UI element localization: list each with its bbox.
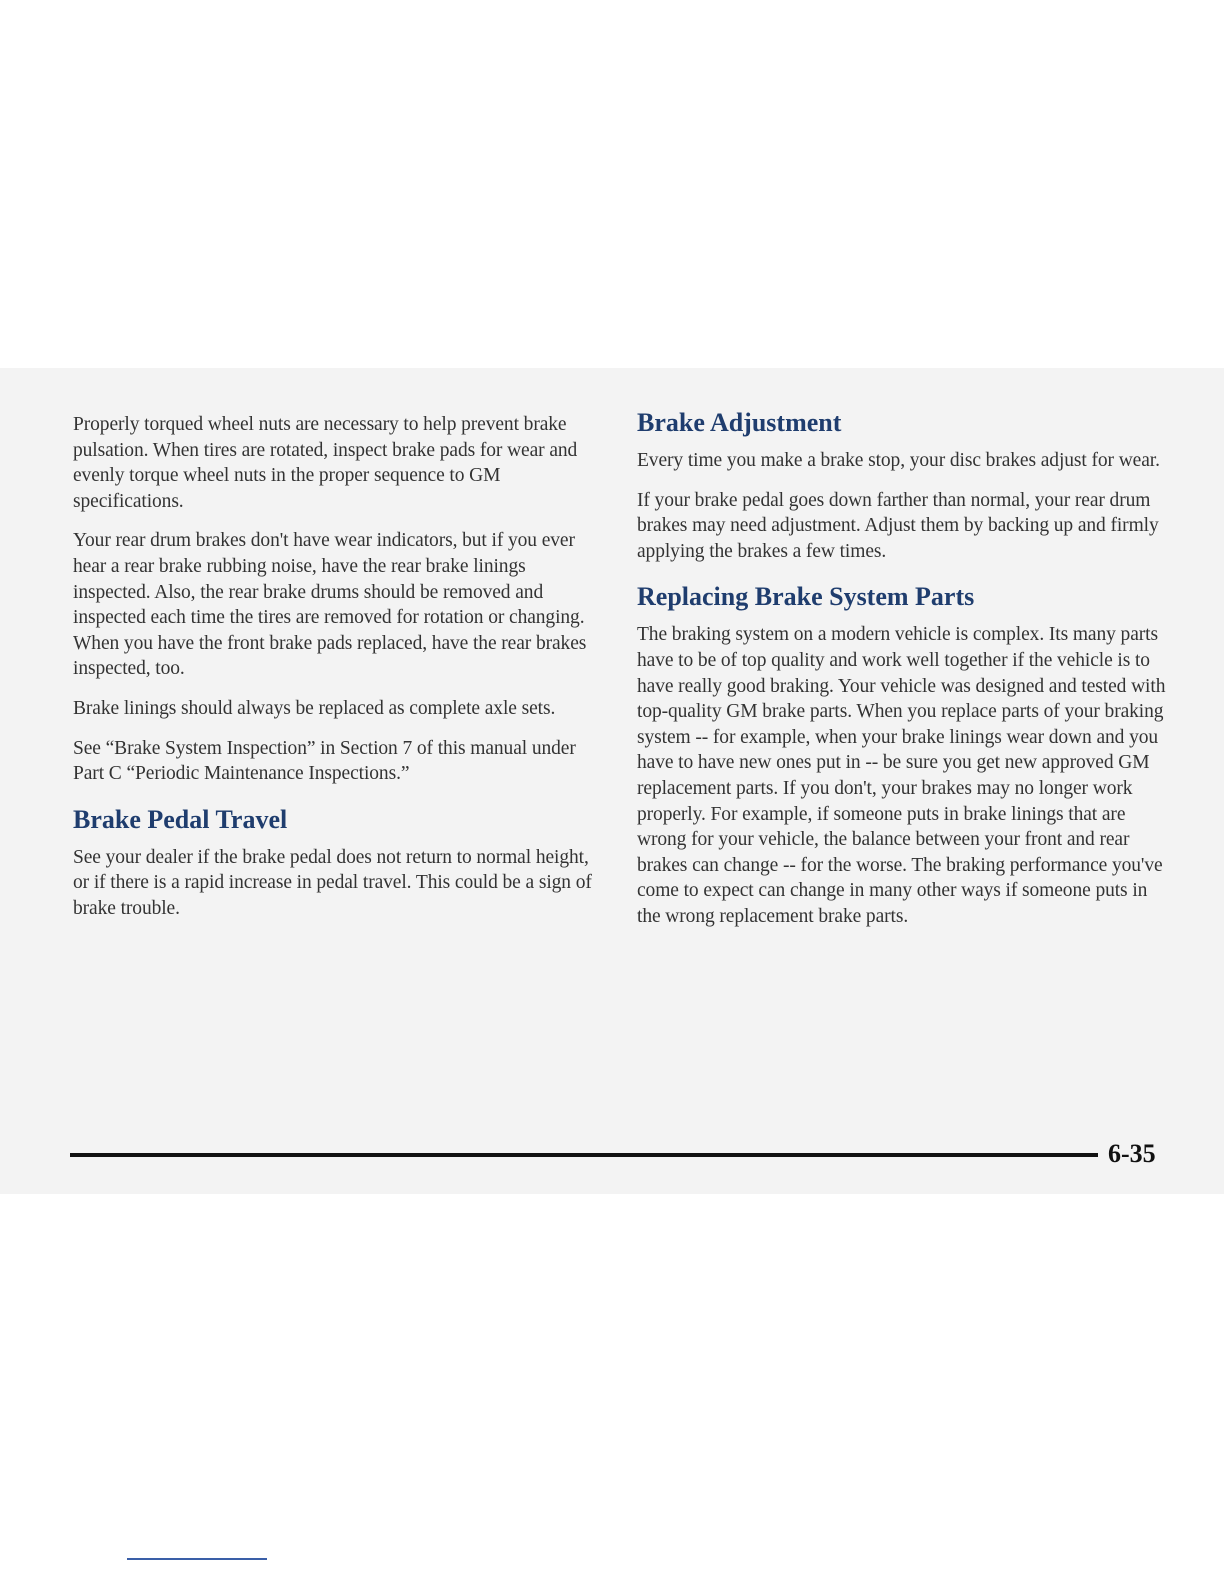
heading-brake-adjustment: Brake Adjustment [637,408,842,437]
bottom-divider [127,1558,267,1560]
paragraph-inspection-reference: See “Brake System Inspection” in Section 7 of this manual under Part C “Periodic Maintenance Inspections.” [73,737,576,785]
right-column [637,408,1172,944]
page-number: 6-35 [1108,1139,1156,1168]
heading-brake-pedal-travel: Brake Pedal Travel [73,804,288,834]
paragraph-wheel-nuts: Properly torqued wheel nuts are necessary to help prevent brake pulsation. When tires are rotated, inspect brake pads for wear and evenly torque wheel nuts in the proper sequence to GM specifications. [73,414,578,512]
footer-rule [70,1153,1098,1157]
paragraph-disc-brakes-adjust: Every time you make a brake stop, your disc brakes adjust for wear. [637,450,1160,471]
paragraph-drum-brakes-adjust: If your brake pedal goes down farther than normal, your rear drum brakes may need adjustment. Adjust them by backing up and firmly applying the brakes a few times. [637,489,1159,562]
left-column [73,412,603,936]
heading-replacing-brake-parts: Replacing Brake System Parts [637,582,975,612]
paragraph-replacing-brake-parts: The braking system on a modern vehicle is complex. Its many parts have to be of top quality and work well together if the vehicle is to have really good braking. Your vehicle was designed and tested with top-quality GM brake parts. When you replace parts of your braking system -- for example, when your brake linings wear down and you have to have new ones put in -- be sure you get new approved GM replacement parts. If you don't, your brakes may no longer work properly. For example, if someone puts in brake linings that are wrong for your vehicle, the balance between your front and rear brakes can change -- for the worse. The braking performance you've come to expect can change in many other ways if someone puts in the wrong replacement brake parts. [637,624,1166,927]
paragraph-rear-drum-brakes: Your rear drum brakes don't have wear indicators, but if you ever hear a rear brake rubbing noise, have the rear brake linings inspected. Also, the rear brake drums should be removed and inspected each time the tires are removed for rotation or changing. When you have the front brake pads replaced, have the rear brakes inspected, too. [73,530,587,680]
paragraph-brake-pedal-travel: See your dealer if the brake pedal does not return to normal height, or if there is a rapid increase in pedal travel. This could be a sign of brake trouble. [73,846,592,919]
paragraph-brake-linings: Brake linings should always be replaced as complete axle sets. [73,697,556,719]
